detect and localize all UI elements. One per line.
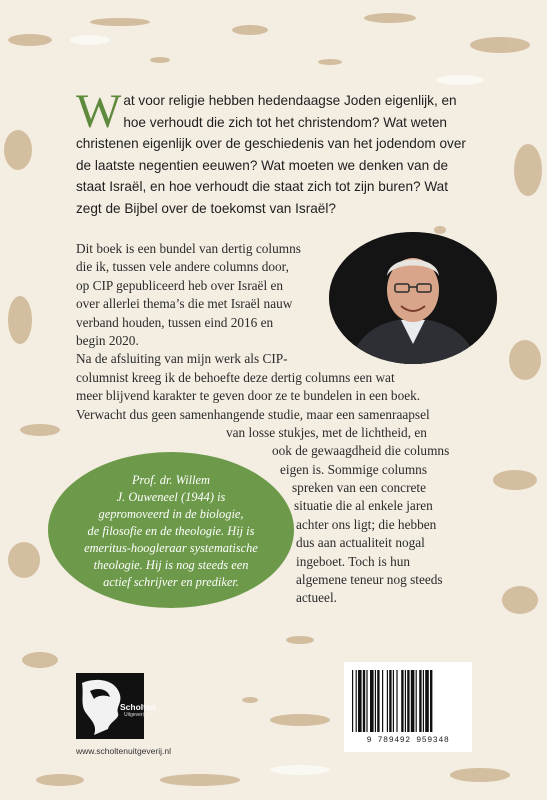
body-line: over allerlei thema’s die met Israël nauw xyxy=(76,296,293,312)
body-line: dus aan actualiteit nogal xyxy=(296,535,425,551)
intro-paragraph xyxy=(76,85,476,220)
body-line: actueel. xyxy=(296,590,337,606)
body-line: situatie die al enkele jaren xyxy=(294,498,433,514)
author-bio-oval xyxy=(48,452,294,608)
body-line: begin 2020. xyxy=(76,332,139,348)
body-line: ingeboet. Toch is hun xyxy=(296,553,411,569)
dropcap-letter: W xyxy=(76,85,122,138)
body-line: achter ons ligt; die hebben xyxy=(296,516,437,532)
body-line: columnist kreeg ik de behoefte deze dertig columns een wat xyxy=(76,369,395,385)
body-line: Na de afsluiting van mijn werk als CIP- xyxy=(76,351,288,367)
body-line: algemene teneur nog steeds xyxy=(296,572,443,588)
body-line: Verwacht dus geen samenhangende studie, maar een samenraapsel xyxy=(76,406,430,422)
bio-line: de filosofie en de theologie. Hij is xyxy=(87,524,255,538)
body-line: spreken van een concrete xyxy=(292,480,427,496)
body-line: verband houden, tussen eind 2016 en xyxy=(76,314,274,330)
bio-line: J. Ouweneel (1944) is xyxy=(116,490,226,504)
body-line: van losse stukjes, met de lichtheid, en xyxy=(226,424,427,440)
publisher-url: www.scholtenuitgeverij.nl xyxy=(76,746,171,756)
intro-text: at voor religie hebben hedendaagse Joden eigenlijk, en hoe verhoudt die zich tot het christendom? Wat weten christenen eigenlijk over de geschiedenis van het jodendom over de laatste negentien eeuwen? Wat moeten we denken van de staat Israël, en hoe verhoudt die staat zich tot zijn buren? Wat zegt de Bijbel over de toekomst van Israël? xyxy=(76,93,466,216)
barcode xyxy=(344,662,472,752)
bio-line: actief schrijver en prediker. xyxy=(103,575,239,589)
publisher-logo-subtitle: Uitgeverij xyxy=(124,712,145,718)
bio-line: Prof. dr. Willem xyxy=(131,473,210,487)
body-line: die ik, tussen vele andere columns door, xyxy=(76,259,289,275)
barcode-bars xyxy=(350,670,466,734)
isbn-number: 9 789492 959348 xyxy=(366,736,450,745)
body-line: ook de gewaagdheid die columns xyxy=(272,443,450,459)
body-line: op CIP gepubliceerd heb over Israël en xyxy=(76,277,284,293)
bio-line: theologie. Hij is nog steeds een xyxy=(93,558,249,572)
bio-line: gepromoveerd in de biologie, xyxy=(98,507,244,521)
bio-line: emeritus-hoogleraar systematische xyxy=(84,541,258,555)
body-line: Dit boek is een bundel van dertig columns xyxy=(76,241,301,256)
body-line: meer blijvend karakter te geven door ze te bundelen in een boek. xyxy=(76,388,421,404)
body-line: eigen is. Sommige columns xyxy=(280,461,427,477)
publisher-logo-name: Scholten xyxy=(120,702,156,712)
